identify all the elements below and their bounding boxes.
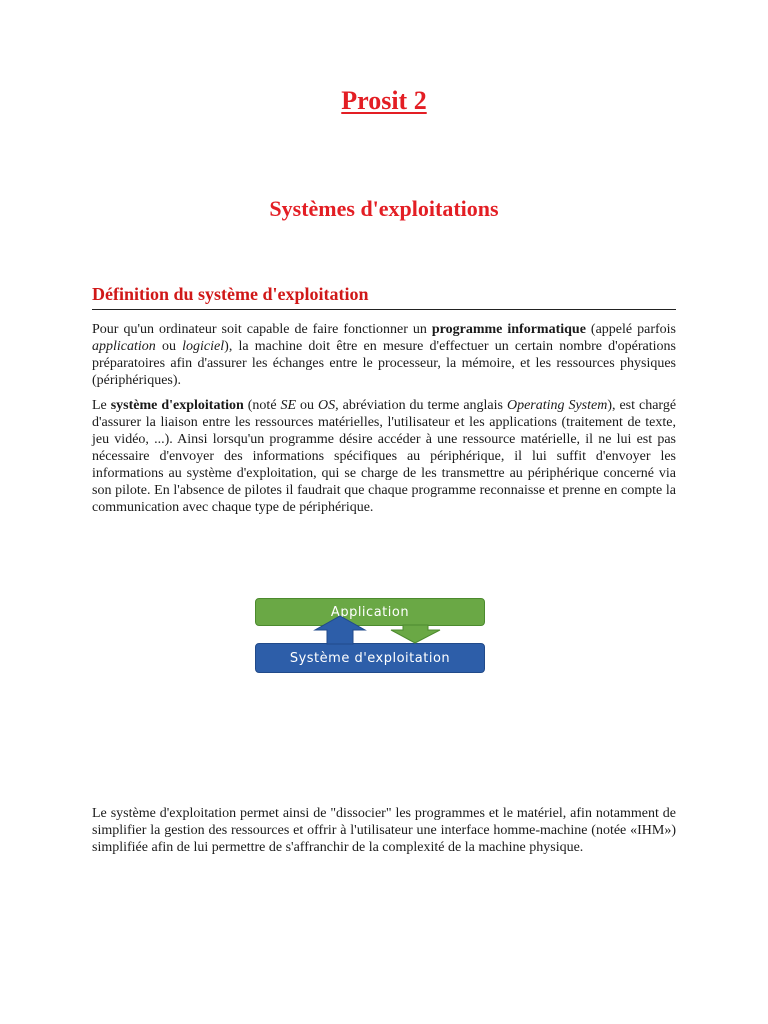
- document-subtitle: Systèmes d'exploitations: [269, 196, 499, 221]
- italic-term: Operating System: [506, 398, 608, 413]
- italic-term: SE: [280, 398, 297, 413]
- italic-term: logiciel: [182, 339, 225, 354]
- italic-term: application: [92, 339, 156, 354]
- bold-term: programme informatique: [431, 322, 586, 337]
- paragraph-os-definition: [92, 397, 676, 516]
- italic-term: OS: [318, 398, 336, 413]
- text-run: (noté: [243, 398, 281, 413]
- section-heading: Définition du système d'exploitation: [92, 284, 676, 310]
- page-title: Prosit 2: [341, 86, 427, 115]
- os-diagram: [255, 598, 487, 676]
- diagram-arrows: [255, 598, 487, 676]
- text-run: (appelé parfois: [585, 322, 676, 337]
- text-run: ), est chargé d'assurer la liaison entre les ressources matérielles, l'utilisateur et les applications (traitement de texte, jeu vidéo, ...). Ainsi lorsqu'un programme désire accéder à une ressource matérielle, il ne lui est pas nécessaire d'envoyer des informations spécifiques au périphérique, il lui suffit d'envoyer les informations au système d'exploitation, qui se charge de les transmettre au périphérique concerné via son pilote. En l'absence de pilotes il faudrait que chaque programme reconnaisse et prenne en compte la communication avec chaque type de périphérique.: [92, 398, 677, 515]
- os-box: Système d'exploitation: [255, 643, 485, 673]
- text-run: ou: [296, 398, 319, 413]
- application-box: Application: [255, 598, 485, 626]
- text-run: ou: [155, 339, 183, 354]
- down-arrow-icon: [391, 625, 440, 643]
- text-run: ), la machine doit être en mesure d'effectuer un certain nombre d'opérations préparatoires afin d'assurer les échanges entre le processeur, la mémoire, et les ressources physiques (périphériques).: [92, 339, 676, 388]
- bold-term: système d'exploitation: [110, 398, 244, 413]
- paragraph-conclusion: Le système d'exploitation permet ainsi de "dissocier" les programmes et le matériel, afin notamment de simplifier la gestion des ressources et offrir à l'utilisateur une interface homme-machine (notée «IHM») simplifiée afin de lui permettre de s'affranchir de la complexité de la machine physique.: [92, 806, 676, 855]
- text-run: Pour qu'un ordinateur soit capable de faire fonctionner un: [92, 322, 432, 337]
- up-arrow-icon: [315, 616, 365, 644]
- text-run: Le: [92, 398, 111, 413]
- paragraph-intro: [92, 321, 676, 389]
- text-run: , abréviation du terme anglais: [335, 398, 507, 413]
